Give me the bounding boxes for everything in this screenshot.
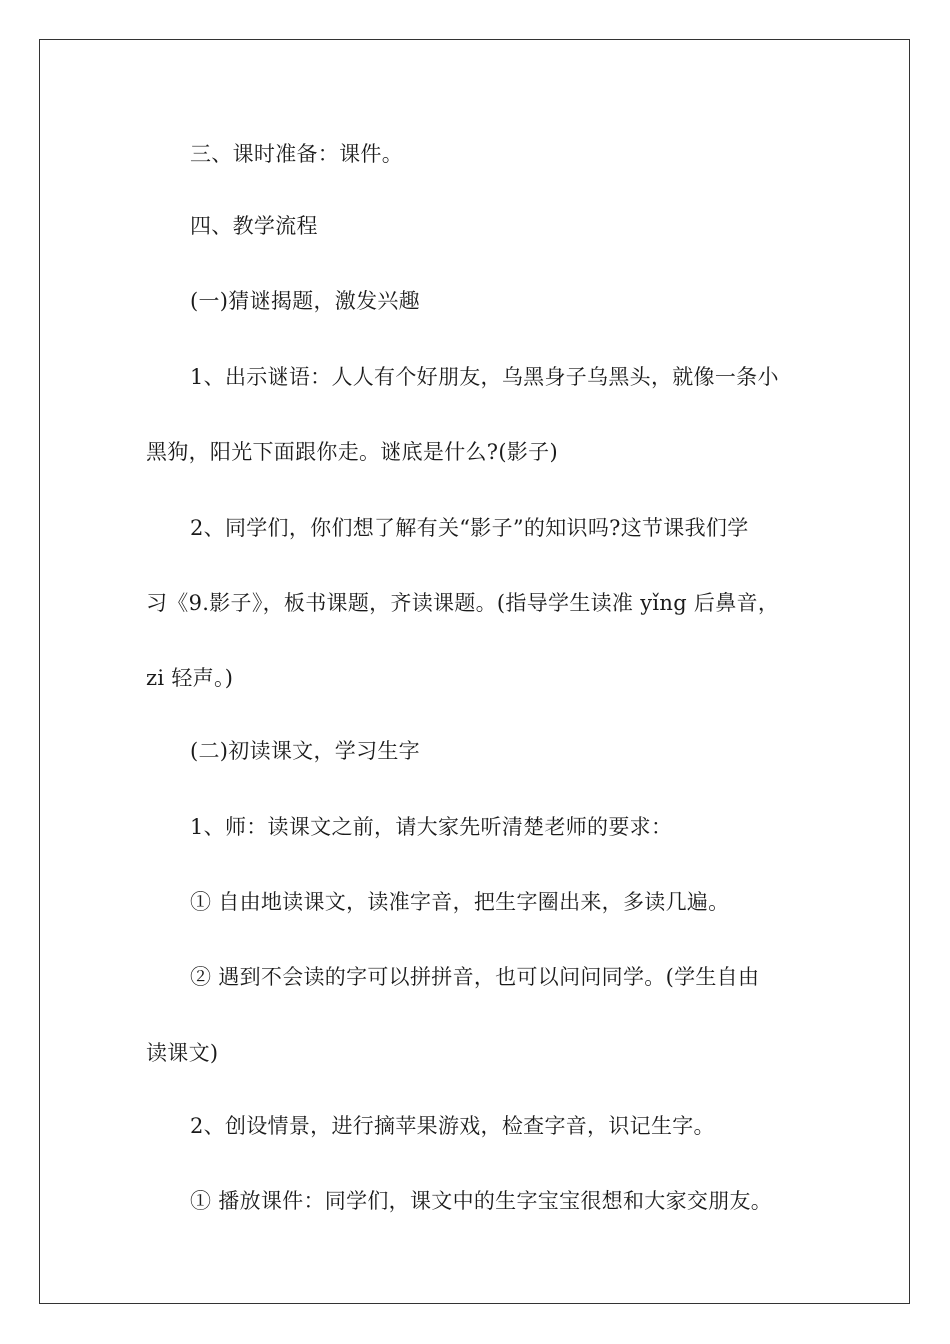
- text-line: 黑狗，阳光下面跟你走。谜底是什么?(影子): [146, 440, 558, 464]
- text-line: 1、出示谜语：人人有个好朋友，乌黑身子乌黑头，就像一条小: [190, 365, 779, 389]
- text-line: ① 播放课件：同学们，课文中的生字宝宝很想和大家交朋友。: [190, 1189, 773, 1213]
- text-line: ② 遇到不会读的字可以拼拼音，也可以问问同学。(学生自由: [190, 965, 760, 989]
- text-line: 读课文): [146, 1041, 219, 1065]
- text-line: 2、创设情景，进行摘苹果游戏，检查字音，识记生字。: [190, 1114, 715, 1138]
- text-line: 2、同学们，你们想了解有关“影子”的知识吗?这节课我们学: [190, 516, 749, 540]
- text-line: 三、课时准备：课件。: [190, 142, 403, 166]
- text-line: 习《9.影子》，板书课题，齐读课题。(指导学生读准 yǐng 后鼻音，: [146, 591, 780, 615]
- page-frame: [39, 39, 910, 1304]
- text-line: 1、师：读课文之前，请大家先听清楚老师的要求：: [190, 815, 673, 839]
- text-line: zi 轻声。): [146, 666, 234, 690]
- text-line: ① 自由地读课文，读准字音，把生字圈出来，多读几遍。: [190, 890, 730, 914]
- section-heading: 四、教学流程: [190, 214, 318, 238]
- subsection-heading: (二)初读课文，学习生字: [190, 739, 420, 763]
- subsection-heading: (一)猜谜揭题，激发兴趣: [190, 289, 420, 313]
